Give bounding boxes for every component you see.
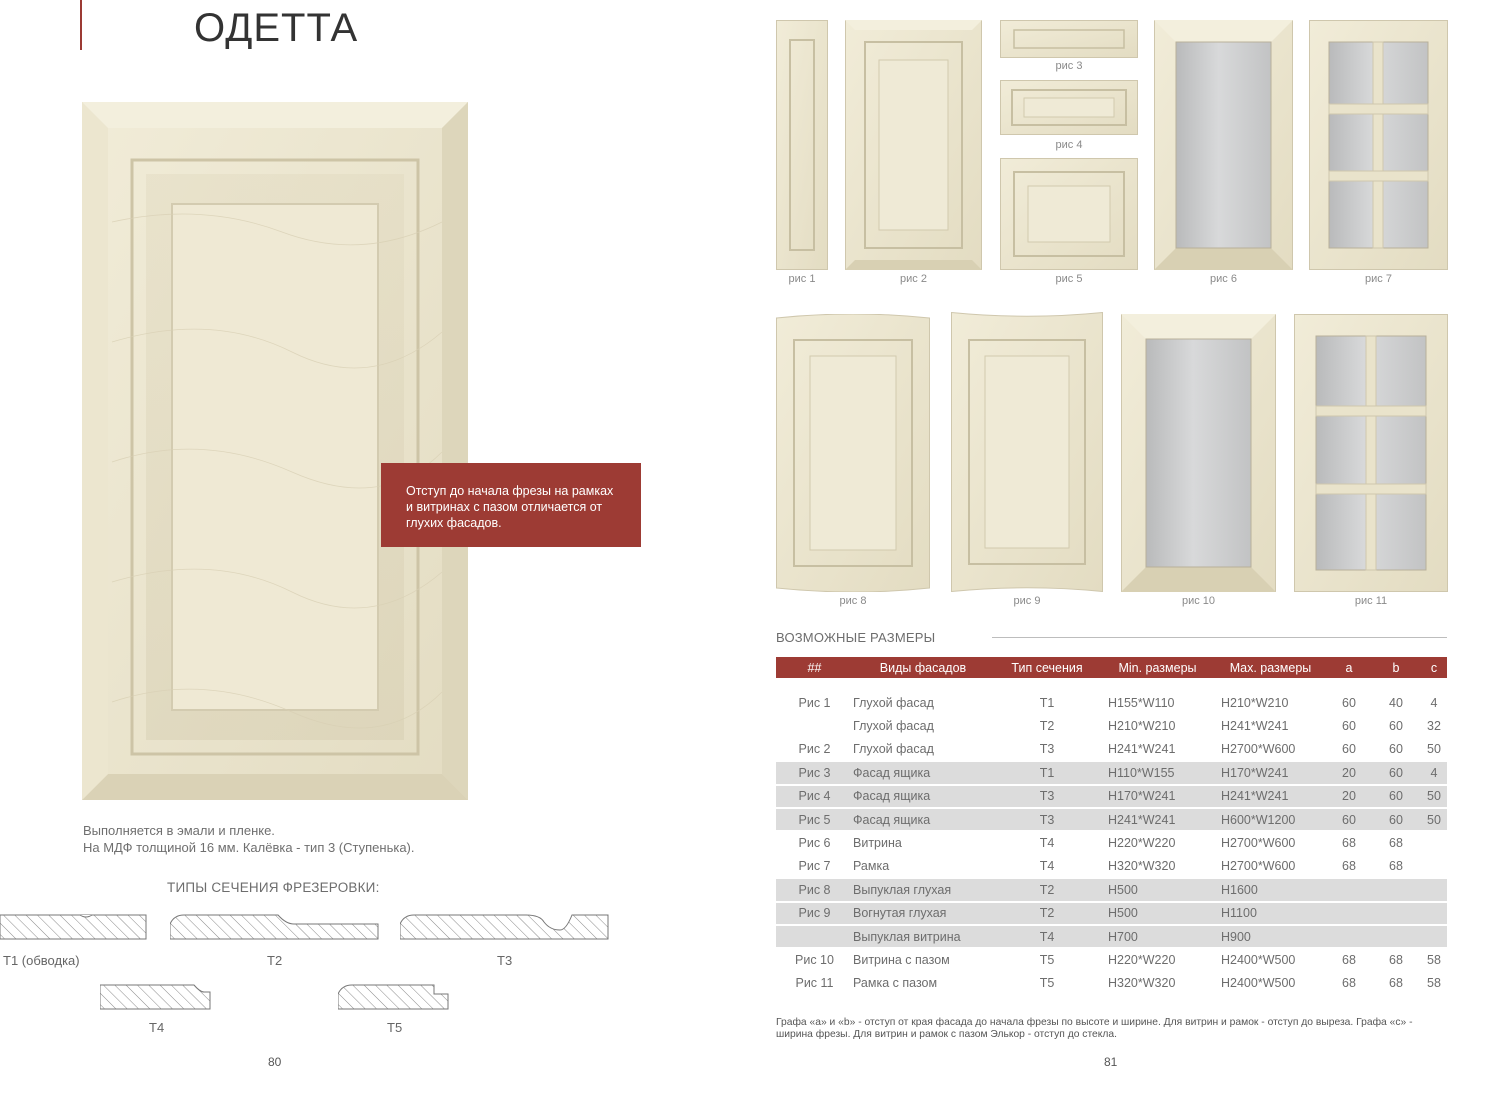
table-cell: H2700*W600	[1221, 836, 1296, 851]
table-cell: T2	[993, 879, 1101, 900]
table-cell: Рис 10	[795, 952, 834, 967]
table-cell	[1327, 879, 1371, 900]
table-cell: 68	[1342, 976, 1356, 991]
table-cell: H2700*W600	[1221, 742, 1296, 757]
table-cell: 60	[1389, 742, 1403, 757]
table-cell: Рис 3	[776, 762, 853, 783]
figure-6-caption: рис 6	[1210, 273, 1237, 285]
profile-t3-label: T3	[497, 953, 513, 968]
table-cell: 58	[1427, 952, 1441, 967]
table-cell: 4	[1421, 762, 1447, 783]
table-cell: H241*W241	[1101, 809, 1214, 830]
table-cell: H241*W241	[1108, 742, 1176, 757]
table-cell	[1421, 856, 1447, 877]
table-cell	[1421, 903, 1447, 924]
figure-5-caption: рис 5	[1055, 273, 1083, 285]
table-cell: 50	[1421, 786, 1447, 807]
figure-1-caption: рис 1	[788, 273, 816, 285]
table-header: Тип сечения	[993, 657, 1101, 678]
table-cell: H900	[1214, 926, 1327, 947]
figure-11-caption: рис 11	[1354, 595, 1388, 607]
table-cell	[1421, 926, 1447, 947]
figure-4-caption: рис 4	[1055, 139, 1083, 151]
table-cell: H241*W241	[1214, 786, 1327, 807]
table-header: Виды фасадов	[853, 657, 993, 678]
figure-10-image	[1121, 314, 1276, 592]
figure-1-image	[776, 20, 828, 270]
table-cell: Глухой фасад	[853, 695, 934, 710]
profile-t5-label: T5	[387, 1020, 403, 1035]
title-accent-line	[80, 0, 82, 50]
callout-note: Отступ до начала фрезы на рамках и витринах с пазом отличается от глухих фасадов.	[381, 463, 641, 547]
table-cell: H600*W1200	[1214, 809, 1327, 830]
table-cell	[1371, 926, 1421, 947]
table-cell: T4	[1039, 836, 1055, 851]
table-cell: Фасад ящика	[853, 809, 993, 830]
table-cell: 68	[1389, 836, 1403, 851]
profile-t1-section	[0, 912, 148, 942]
table-cell: Выпуклая витрина	[853, 926, 993, 947]
table-cell: Выпуклая глухая	[853, 879, 993, 900]
page-number-right: 81	[1104, 1055, 1118, 1069]
table-cell: Рис 9	[776, 903, 853, 924]
table-row	[776, 856, 1447, 877]
table-cell: 68	[1389, 859, 1403, 874]
table-cell: H241*W241	[1221, 719, 1289, 734]
sizes-title: ВОЗМОЖНЫЕ РАЗМЕРЫ	[776, 630, 936, 645]
table-cell: T4	[993, 926, 1101, 947]
table-cell: 20	[1327, 762, 1371, 783]
table-row	[776, 809, 1447, 830]
table-cell: Фасад ящика	[853, 762, 993, 783]
figure-10-caption: рис 10	[1181, 595, 1216, 607]
table-row	[776, 903, 1447, 924]
description	[83, 822, 415, 856]
table-cell: Рис 1	[798, 695, 831, 710]
table-cell: H2400*W500	[1221, 976, 1296, 991]
table-header: b	[1371, 657, 1421, 678]
table-cell: 32	[1427, 719, 1441, 734]
table-cell: H500	[1101, 903, 1214, 924]
table-cell: Рамка с пазом	[853, 976, 938, 991]
table-cell: H210*W210	[1221, 695, 1289, 710]
figure-3-caption: рис 3	[1055, 60, 1083, 72]
figure-4-image	[1000, 80, 1138, 135]
table-cell	[1421, 832, 1447, 853]
profile-t1-label: T1 (обводка)	[3, 953, 80, 968]
table-cell: H220*W220	[1108, 952, 1176, 967]
table-cell: H155*W110	[1108, 695, 1175, 710]
table-cell: Рис 4	[776, 786, 853, 807]
table-cell: Рис 11	[795, 976, 834, 991]
figure-3-image	[1000, 20, 1138, 58]
table-cell: Рис 7	[798, 859, 831, 874]
table-cell: T5	[1039, 952, 1055, 967]
figure-9-image	[951, 312, 1103, 592]
profiles-title: ТИПЫ СЕЧЕНИЯ ФРЕЗЕРОВКИ:	[167, 880, 380, 895]
table-cell: H500	[1101, 879, 1214, 900]
table-cell: T3	[993, 786, 1101, 807]
table-cell: 68	[1342, 952, 1356, 967]
table-cell: 60	[1327, 809, 1371, 830]
table-header: Min. размеры	[1101, 657, 1214, 678]
figure-5-image	[1000, 158, 1138, 270]
figure-2-caption: рис 2	[900, 273, 927, 285]
table-cell: H700	[1101, 926, 1214, 947]
table-cell	[1371, 879, 1421, 900]
table-header: ##	[776, 657, 853, 678]
table-cell: 68	[1342, 859, 1356, 874]
table-cell: H2400*W500	[1221, 952, 1296, 967]
table-row	[776, 949, 1447, 970]
table-cell: 60	[1389, 719, 1403, 734]
table-cell: T1	[1039, 695, 1055, 710]
table-cell: H1600	[1214, 879, 1327, 900]
table-cell: T3	[1039, 742, 1055, 757]
profile-t4-section	[100, 982, 212, 1012]
description-line: На МДФ толщиной 16 мм. Калёвка - тип 3 (Ступенька).	[83, 840, 415, 855]
table-cell: T1	[993, 762, 1101, 783]
page-number-left: 80	[268, 1055, 282, 1069]
table-header: Max. размеры	[1214, 657, 1327, 678]
figure-7-caption: рис 7	[1365, 273, 1392, 285]
table-cell: 40	[1389, 695, 1403, 710]
figure-6-image	[1154, 20, 1293, 270]
table-row	[776, 739, 1447, 760]
table-row	[776, 692, 1447, 713]
figure-11-image	[1294, 314, 1448, 592]
profile-t2-section	[170, 912, 380, 942]
table-row	[776, 786, 1447, 807]
table-cell	[1421, 879, 1447, 900]
figure-8-image	[776, 314, 930, 592]
table-cell: Фасад ящика	[853, 786, 993, 807]
table-cell: 4	[1430, 695, 1438, 710]
table-header-row	[776, 657, 1447, 678]
sizes-divider	[992, 637, 1447, 638]
table-cell: 60	[1371, 786, 1421, 807]
table-cell: 58	[1427, 976, 1441, 991]
table-cell: H170*W241	[1101, 786, 1214, 807]
table-cell: 60	[1342, 695, 1356, 710]
table-cell: H1100	[1214, 903, 1327, 924]
table-cell: 60	[1371, 809, 1421, 830]
table-row	[776, 926, 1447, 947]
profile-t5-section	[338, 982, 450, 1012]
table-cell: Витрина	[853, 836, 902, 851]
table-cell: Рамка	[853, 859, 890, 874]
table-cell	[1327, 926, 1371, 947]
figure-7-image	[1309, 20, 1448, 270]
table-cell: H320*W320	[1108, 976, 1176, 991]
profile-t4-label: T4	[149, 1020, 165, 1035]
table-cell: T2	[993, 903, 1101, 924]
table-spacer	[776, 680, 1447, 690]
table-cell	[1371, 903, 1421, 924]
table-row	[776, 715, 1447, 736]
table-cell: Вогнутая глухая	[853, 903, 993, 924]
profile-t2-label: T2	[267, 953, 283, 968]
table-cell: Глухой фасад	[853, 719, 934, 734]
table-cell: H320*W320	[1108, 859, 1176, 874]
table-header: a	[1327, 657, 1371, 678]
table-cell: H2700*W600	[1221, 859, 1296, 874]
table-row	[776, 879, 1447, 900]
page-title: ОДЕТТА	[194, 6, 359, 50]
table-body	[776, 692, 1447, 994]
table-row	[776, 762, 1447, 783]
sizes-table	[776, 655, 1447, 996]
footnote: Графа «a» и «b» - отступ от края фасада до начала фрезы по высоте и ширине. Для витрин и рамок - отступ до выреза. Графа «c» - ширина фрезы. Для витрин и рамок с пазом Элькор - отступ до стекла.	[776, 1017, 1413, 1040]
table-cell: T2	[1039, 719, 1055, 734]
figure-2-image	[845, 20, 982, 270]
table-cell	[776, 926, 853, 947]
table-cell: 68	[1389, 952, 1403, 967]
table-cell: T4	[1039, 859, 1055, 874]
table-cell: 60	[1342, 742, 1356, 757]
table-cell: 60	[1371, 762, 1421, 783]
table-cell: Рис 2	[798, 742, 831, 757]
table-cell: 50	[1427, 742, 1441, 757]
table-cell	[776, 715, 853, 736]
table-row	[776, 832, 1447, 853]
table-cell: Глухой фасад	[853, 742, 934, 757]
table-cell: H170*W241	[1214, 762, 1327, 783]
table-cell: H210*W210	[1108, 719, 1176, 734]
figure-9-caption: рис 9	[1013, 595, 1041, 607]
table-cell: 50	[1421, 809, 1447, 830]
description-line: Выполняется в эмали и пленке.	[83, 823, 275, 838]
main-door-image	[82, 102, 468, 800]
table-cell: 68	[1342, 836, 1356, 851]
table-cell: Рис 5	[776, 809, 853, 830]
table-cell	[1327, 903, 1371, 924]
table-cell: 20	[1327, 786, 1371, 807]
table-cell: H110*W155	[1101, 762, 1214, 783]
table-cell: Витрина с пазом	[853, 952, 950, 967]
table-cell: 60	[1342, 719, 1356, 734]
table-cell: T3	[993, 809, 1101, 830]
table-cell: Рис 8	[776, 879, 853, 900]
profile-t3-section	[400, 912, 610, 942]
figure-8-caption: рис 8	[839, 595, 867, 607]
table-cell: H220*W220	[1108, 836, 1176, 851]
table-cell: Рис 6	[798, 836, 831, 851]
table-cell: T5	[1039, 976, 1055, 991]
table-row	[776, 973, 1447, 994]
table-cell: 68	[1389, 976, 1403, 991]
table-header: c	[1421, 657, 1447, 678]
